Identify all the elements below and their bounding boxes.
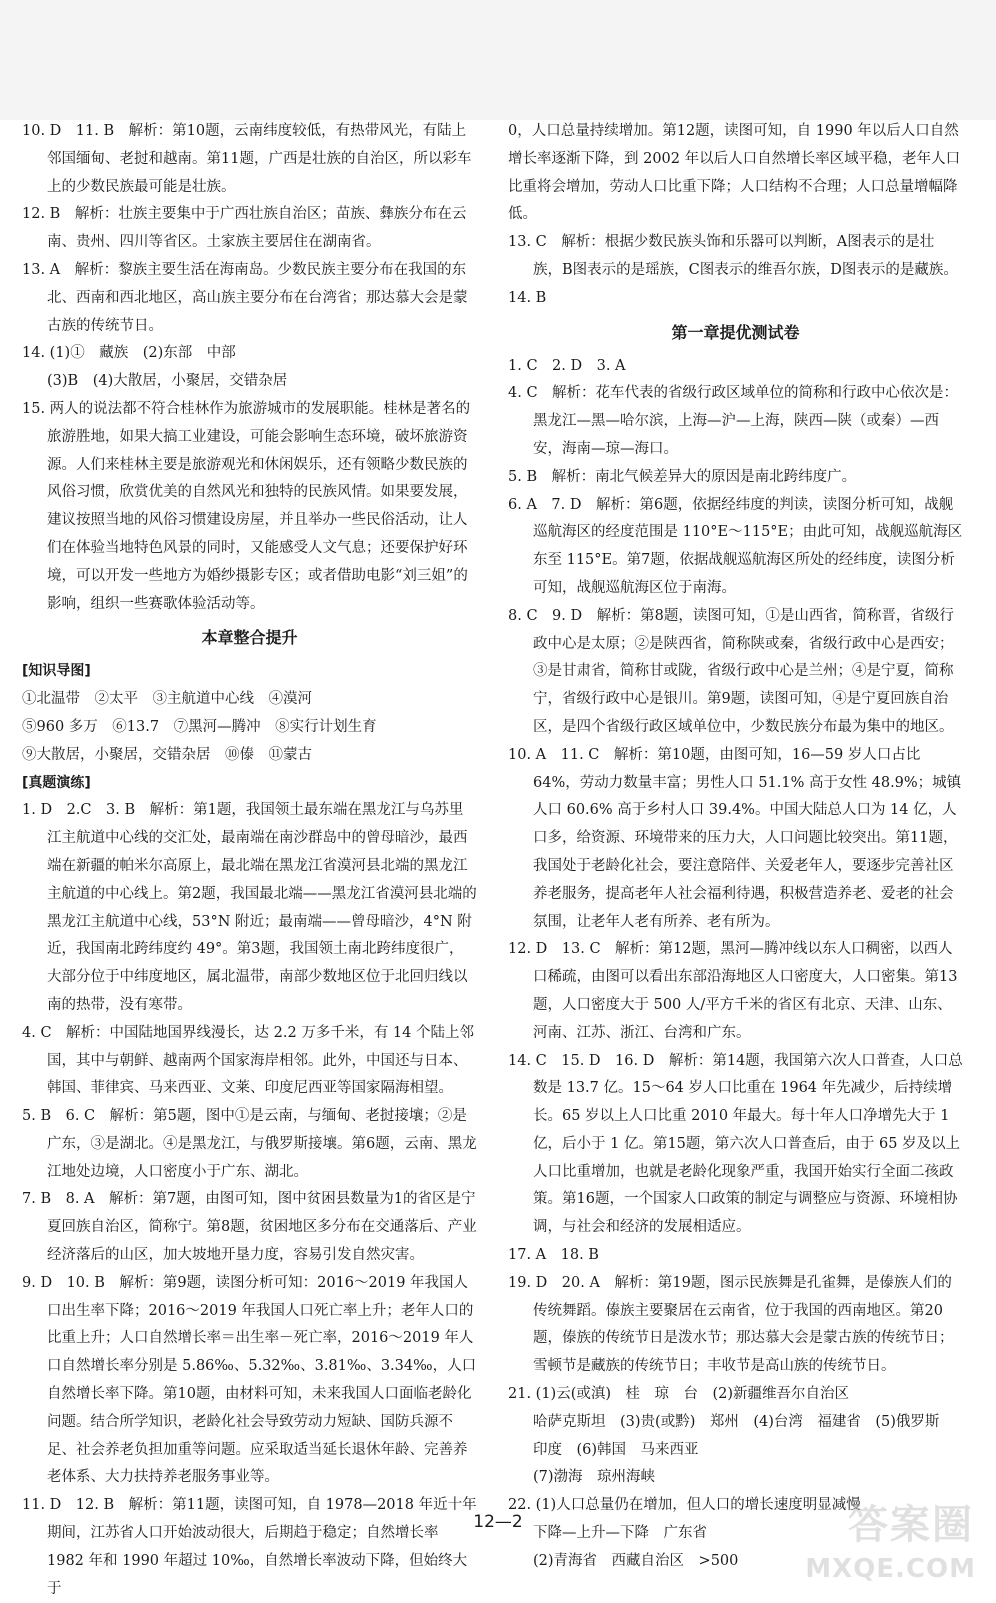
answer-paragraph: (7)渤海 琼州海峡 xyxy=(533,1469,656,1486)
answer-paragraph: 0，人口总量持续增加。第12题，读图可知，自 1990 年以后人口自然增长率逐渐下降，到 2002 年以后人口自然增长率区域平稳，老年人口比重将会增加，劳动人口比重下降；人口结构不合理；人口总量增幅降低。 xyxy=(508,123,961,223)
answer-paragraph: 12. D 13. C 解析：第12题，黑河—腾冲线以东人口稠密，以西人口稀疏，由图可以看出东部沿海地区人口密度大，人口密集。第13题，人口密度大于 500 人/平方千米的省区有北京、天津、山东、河南、江苏、浙江、台湾和广东。 xyxy=(508,941,958,1041)
answer-paragraph: 13. C 解析：根据少数民族头饰和乐器可以判断，A图表示的是壮族，B图表示的是瑶族，C图表示的维吾尔族，D图表示的是藏族。 xyxy=(508,234,958,278)
answer-paragraph: 19. D 20. A 解析：第19题，图示民族舞是孔雀舞，是傣族人们的传统舞蹈。傣族主要聚居在云南省，位于我国的西南地区。第20题，傣族的传统节日是泼水节；那达慕大会是蒙古族的传统节日；雪顿节是藏族的传统节日；丰收节是高山族的传统节日。 xyxy=(508,1274,954,1375)
watermark-url: MXQE.COM xyxy=(805,1554,976,1584)
answer-paragraph: 哈萨克斯坦 (3)贵(或黔) 郑州 (4)台湾 福建省 (5)俄罗斯 印度 (6)韩国 马来西亚 xyxy=(533,1413,954,1458)
answer-paragraph: 1. C 2. D 3. A xyxy=(508,357,626,374)
answer-paragraph: 下降—上升—下降 广东省 xyxy=(533,1525,707,1542)
answer-paragraph: 10. A 11. C 解析：第10题，由图可知，16—59 岁人口占比 64%，劳动力数量丰富；男性人口 51.1% 高于女性 48.9%；城镇人口 60.6% 高于乡村人口 39.4%。中国大陆总人口为 14 亿，人口多，给资源、环境带来的压力大，人口问题比较突出。第11题，我国处于老龄化社会，要注意陪伴、关爱老年人，要逐步完善社区养老服务，提高老年人社会福利待遇，积极营造养老、爱老的社会氛围，让老年人老有所养、老有所为。 xyxy=(508,746,962,930)
answer-paragraph: (2)青海省 西藏自治区 >500 xyxy=(533,1552,739,1569)
answer-paragraph: 9. D 10. B 解析：第9题，读图分析可知：2016～2019 年我国人口出生率下降；2016～2019 年我国人口死亡率上升；老年人口的比重上升；人口自然增长率＝出生率－死亡率，2016～2019 年人口自然增长率分别是 5.86‰、5.32‰、3.81‰、3.34‰，人口自然增长率下降。第10题，由材料可知，未来我国人口面临老龄化问题。结合所学知识，老龄化社会导致劳动力短缺、国防兵源不足、社会养老负担加重等问题。应采取适当延长退休年龄、完善养老体系、大力扶持养老服务事业等。 xyxy=(22,1274,477,1486)
watermark-text: 答案圈 xyxy=(848,1502,974,1548)
answer-paragraph: (3)B (4)大散居，小聚居，交错杂居 xyxy=(47,373,288,390)
answer-paragraph: ⑨大散居，小聚居，交错杂居 ⑩傣 ⑪蒙古 xyxy=(22,746,312,763)
section-heading: 第一章提优测试卷 xyxy=(671,322,800,342)
answer-paragraph: ⑤960 多万 ⑥13.7 ⑦黑河—腾冲 ⑧实行计划生育 xyxy=(22,718,377,735)
right-column xyxy=(508,118,963,1576)
answer-paragraph: 4. C 解析：花车代表的省级行政区域单位的简称和行政中心依次是：黑龙江—黑—哈尔滨，上海—沪—上海，陕西—陕（或秦）—西安，海南—琼—海口。 xyxy=(508,385,959,457)
page-number: 12—2 xyxy=(473,1512,523,1532)
answer-paragraph: 17. A 18. B xyxy=(508,1247,599,1264)
answer-paragraph: 6. A 7. D 解析：第6题，依据经纬度的判读，读图分析可知，战舰巡航海区的经度范围是 110°E～115°E；由此可知，战舰巡航海区东至 115°E。第7题，依据战舰巡航海区所处的经纬度，读图分析可知，战舰巡航海区位于南海。 xyxy=(508,496,963,596)
answer-paragraph: 14. (1)① 藏族 (2)东部 中部 xyxy=(22,345,236,362)
answer-paragraph: 15. 两人的说法都不符合桂林作为旅游城市的发展职能。桂林是著名的旅游胜地，如果大搞工业建设，可能会影响生态环境，破坏旅游资源。人们来桂林主要是旅游观光和休闲娱乐，还有领略少数民族的风俗习惯，欣赏优美的自然风光和独特的民族风情。如果要发展，建议按照当地的风俗习惯建设房屋，并且举办一些民俗活动，让人们在体验当地特色风景的同时，又能感受人文气息；还要保护好环境，可以开发一些地方为婚纱摄影专区；或者借助电影“刘三姐”的影响，组织一些赛歌体验活动等。 xyxy=(22,400,471,612)
answer-paragraph: 4. C 解析：中国陆地国界线漫长，达 2.2 万多千米，有 14 个陆上邻国，其中与朝鲜、越南两个国家海岸相邻。此外，中国还与日本、韩国、菲律宾、马来西亚、文莱、印度尼西亚等国家隔海相望。 xyxy=(22,1024,474,1097)
answer-paragraph: 5. B 6. C 解析：第5题，图中①是云南，与缅甸、老挝接壤；②是广东，③是湖北。④是黑龙江，与俄罗斯接壤。第6题，云南、黑龙江地处边境，人口密度小于广东、湖北。 xyxy=(22,1108,477,1180)
section-heading: 本章整合提升 xyxy=(201,628,298,648)
section-tag: [真题演练] xyxy=(22,774,91,791)
answer-paragraph: 5. B 解析：南北气候差异大的原因是南北跨纬度广。 xyxy=(508,468,857,485)
answer-paragraph: 11. D 12. B 解析：第11题，读图可知，自 1978—2018 年近十年期间，江苏省人口开始波动很大，后期趋于稳定；自然增长率 1982 年和 1990 年超过 10‰，自然增长率波动下降，但始终大于 xyxy=(22,1497,477,1597)
answer-paragraph: 21. (1)云(或滇) 桂 琼 台 (2)新疆维吾尔自治区 xyxy=(508,1386,850,1403)
answer-paragraph: 8. C 9. D 解析：第8题，读图可知，①是山西省，简称晋，省级行政中心是太原；②是陕西省，简称陕或秦，省级行政中心是西安；③是甘肃省，简称甘或陇，省级行政中心是兰州；④是宁夏，简称宁，省级行政中心是银川。第9题，读图可知，④是宁夏回族自治区，是四个省级行政区域单位中，少数民族分布最为集中的地区。 xyxy=(508,607,954,735)
page-top-margin xyxy=(0,0,996,120)
answer-paragraph: 22. (1)人口总量仍在增加，但人口的增长速度明显减慢 xyxy=(508,1497,861,1514)
answer-paragraph: 14. B xyxy=(508,289,547,306)
answer-paragraph: 10. D 11. B 解析：第10题，云南纬度较低，有热带风光，有陆上邻国缅甸、老挝和越南。第11题，广西是壮族的自治区，所以彩车上的少数民族最可能是壮族。 xyxy=(22,123,472,195)
answer-paragraph: 7. B 8. A 解析：第7题，由图可知，图中贫困县数量为1的省区是宁夏回族自治区，简称宁。第8题，贫困地区多分布在交通落后、产业经济落后的山区，加大坡地开垦力度，容易引发自然灾害。 xyxy=(22,1191,477,1264)
section-tag: [知识导图] xyxy=(22,663,91,680)
answer-paragraph: 12. B 解析：壮族主要集中于广西壮族自治区；苗族、彝族分布在云南、贵州、四川等省区。土家族主要居住在湖南省。 xyxy=(22,206,467,251)
answer-paragraph: 1. D 2.C 3. B 解析：第1题，我国领土最东端在黑龙江与乌苏里江主航道中心线的交汇处，最南端在南沙群岛中的曾母暗沙，最西端在新疆的帕米尔高原上，最北端在黑龙江省漠河县北端的黑龙江主航道的中心线上。第2题，我国最北端——黑龙江省漠河县北端的黑龙江主航道中心线，53°N 附近；最南端——曾母暗沙，4°N 附近，我国南北跨纬度约 49°。第3题，我国领土南北跨纬度很广，大部分位于中纬度地区，属北温带，南部少数地区位于北回归线以南的热带，没有寒带。 xyxy=(22,802,477,1013)
answer-paragraph: ①北温带 ②太平 ③主航道中心线 ④漠河 xyxy=(22,691,312,708)
watermark-logo xyxy=(805,1502,982,1590)
answer-paragraph: 13. A 解析：黎族主要生活在海南岛。少数民族主要分布在我国的东北、西南和西北地区，高山族主要分布在台湾省；那达慕大会是蒙古族的传统节日。 xyxy=(22,261,468,334)
answer-paragraph: 14. C 15. D 16. D 解析：第14题，我国第六次人口普查，人口总数是 13.7 亿。15～64 岁人口比重在 1964 年先减少，后持续增长。65 岁以上人口比重 2010 年最大。每十年人口净增先大于 1 亿，后小于 1 亿。第15题，第六次人口普查后，由于 65 岁及以上人口比重增加，也就是老龄化现象严重，我国开始实行全面二孩政策。第16题，一个国家人口政策的制定与调整应与资源、环境相协调，与社会和经济的发展相适应。 xyxy=(508,1052,963,1236)
left-column xyxy=(22,118,477,1603)
